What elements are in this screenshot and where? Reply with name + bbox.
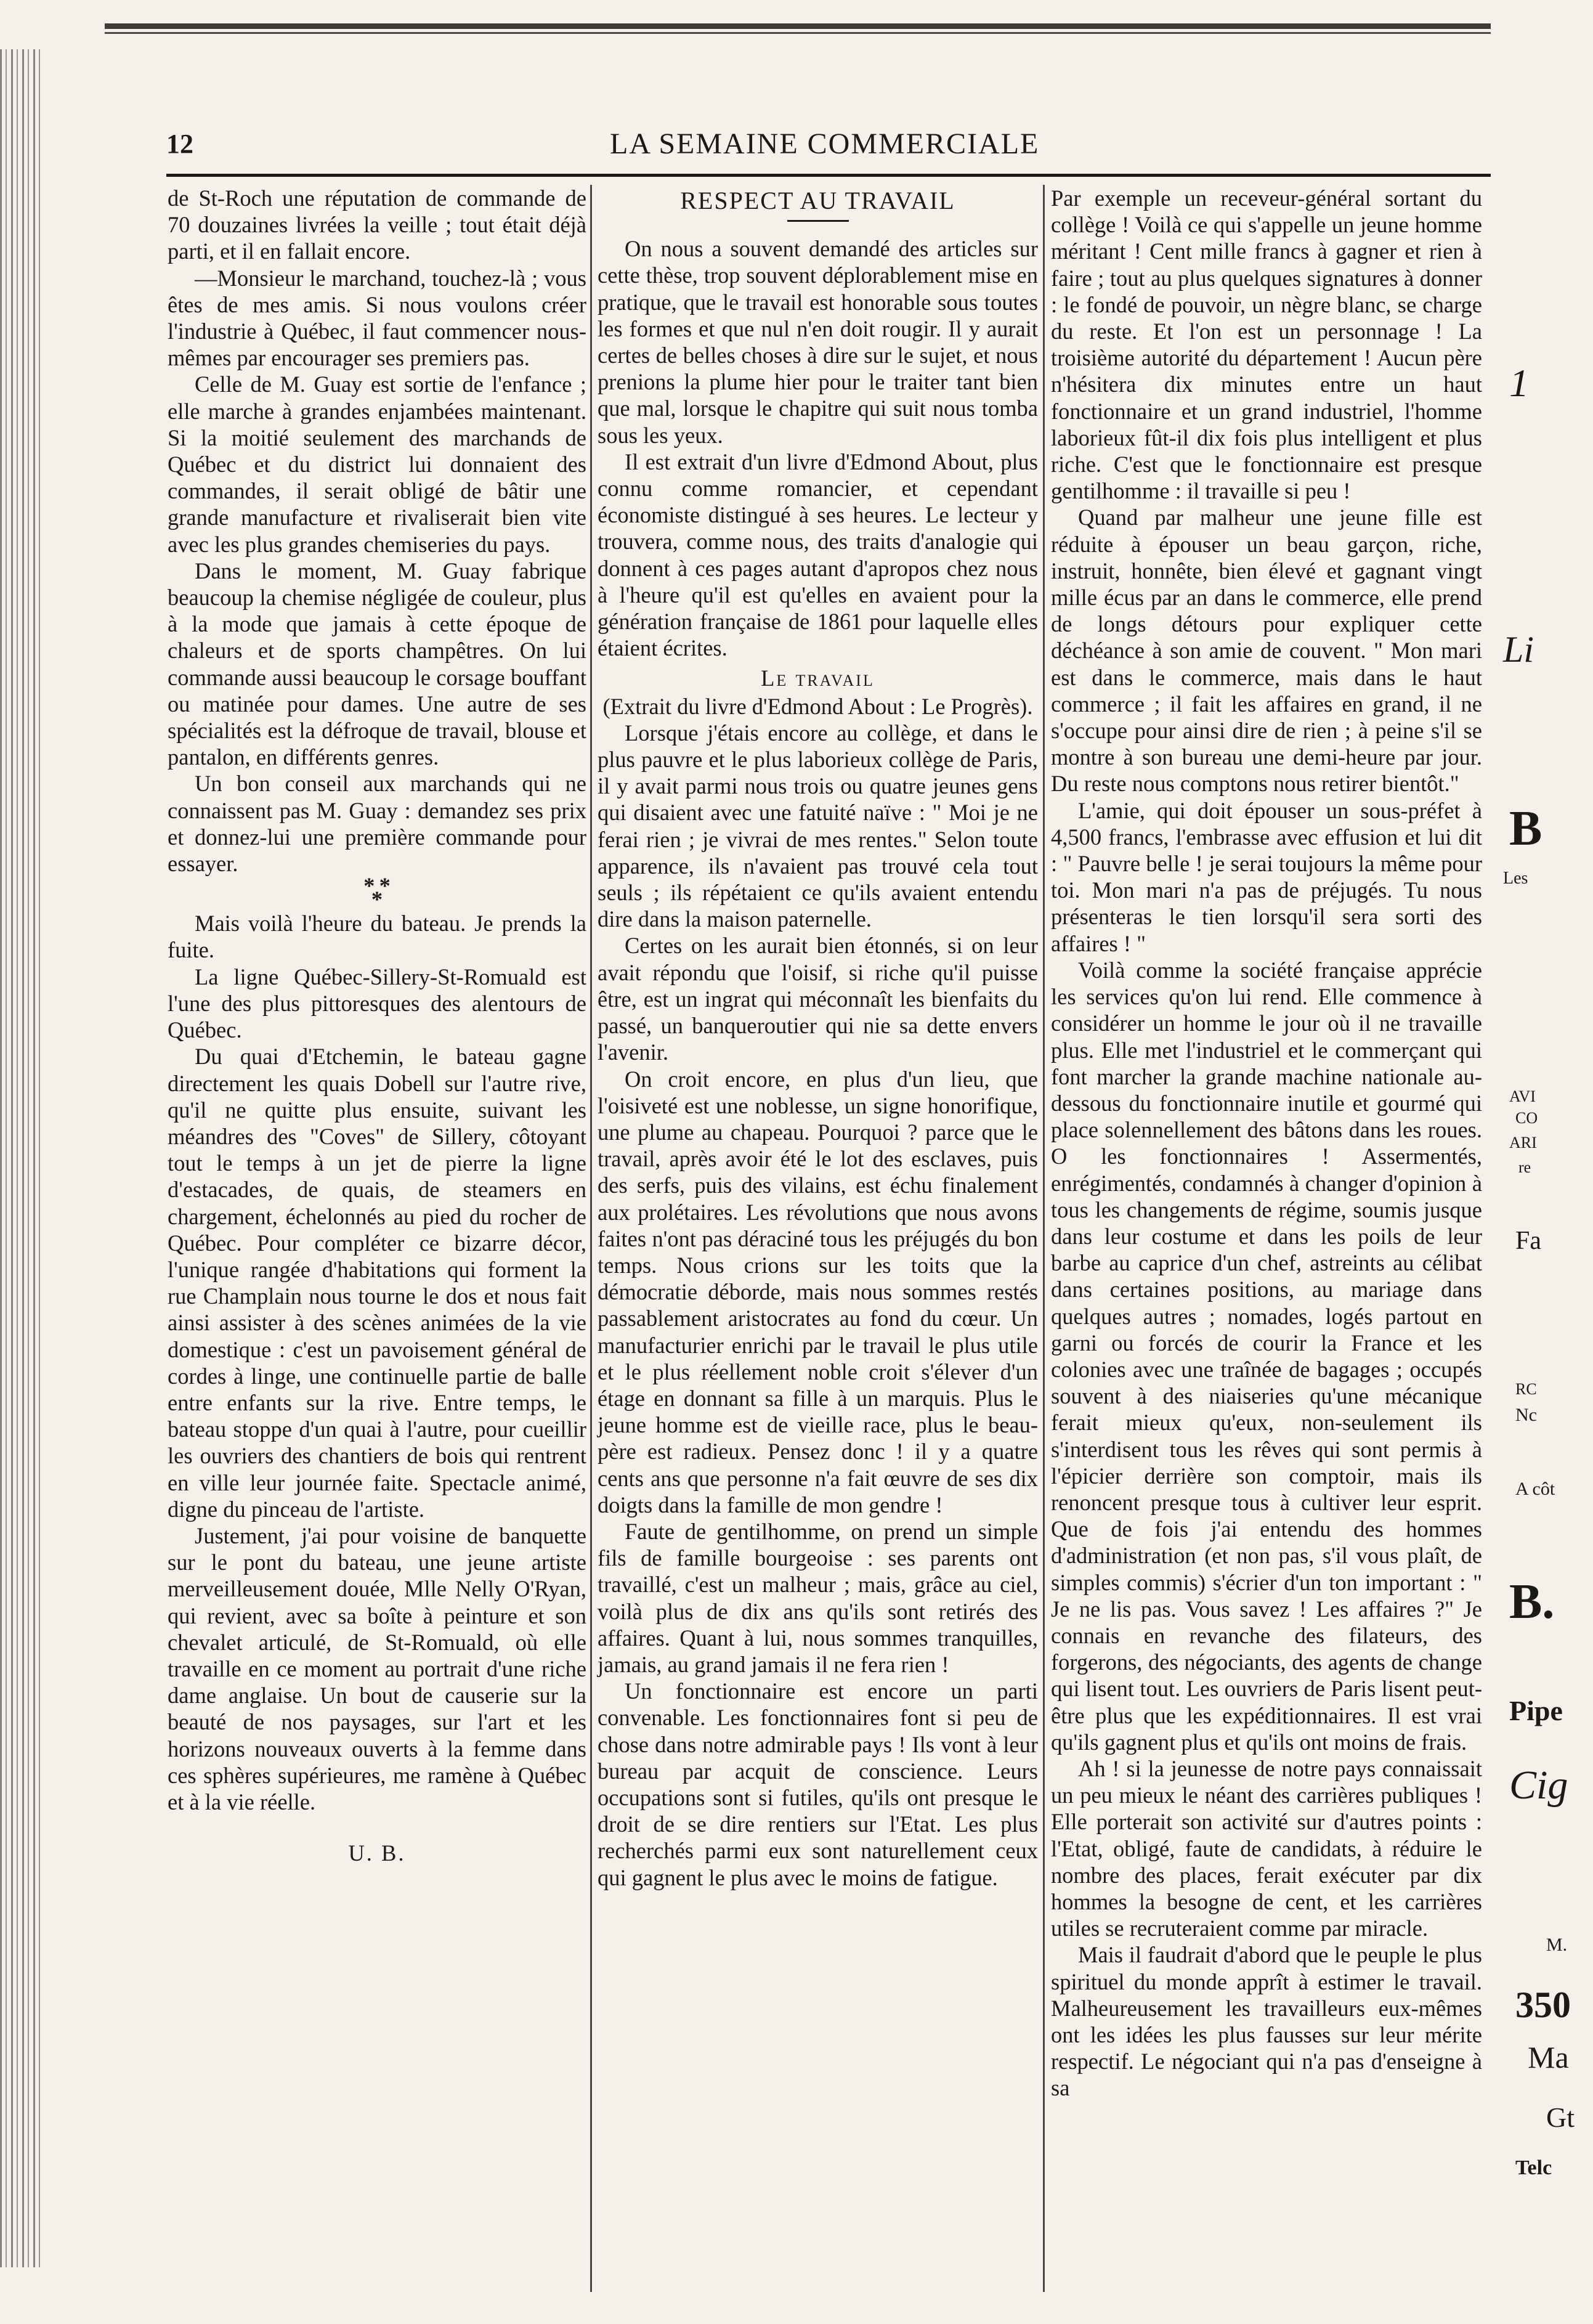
paragraph: —Monsieur le marchand, touchez-là ; vous êtes de mes amis. Si nous voulons créer l'industrie à Québec, il faut commencer nous-mêmes par encourager ses premiers pas. — [168, 265, 586, 371]
paragraph: Mais voilà l'heure du bateau. Je prends la fuite. — [168, 911, 586, 963]
paragraph: Par exemple un receveur-général sortant du collège ! Voilà ce qui s'appelle un jeune homme méritant ! Cent mille francs à gagner et rien à faire ; tout au plus quelques signatures à donner : le fondé de pouvoir, un nègre blanc, se charge du reste. Et l'on est un personnage ! La troisième autorité du département ! Aucun père n'hésitera dix minutes entre un haut fonctionnaire et un grand industriel, l'homme laborieux fût-il dix fois plus intelligent et plus riche. C'est que le fonctionnaire est presque gentilhomme : il travaille si peu ! — [1051, 185, 1482, 504]
article-signature: U. B. — [348, 1840, 406, 1866]
masthead: LA SEMAINE COMMERCIALE — [610, 128, 1040, 160]
source-citation: (Extrait du livre d'Edmond About : Le Progrès). — [602, 693, 1033, 719]
margin-fragment: Fa — [1515, 1227, 1541, 1255]
margin-fragment: AVI — [1509, 1087, 1536, 1105]
paragraph: Quand par malheur une jeune fille est réduite à épouser un beau garçon, riche, instruit, honnête, bien élevé et gagnant vingt mille écus par an dans le commerce, elle prend de longs détours pour expliquer cette déchéance à son amie de couvent. " Mon mari est dans le commerce, mais dans le haut commerce ; il fait les affaires en grand, il ne s'occupe pour ainsi dire de rien ; à peine s'il se montre à son bureau une demi-heure par jour. Du reste nous comptons nous retirer bientôt." — [1051, 505, 1482, 797]
margin-fragment: Ma — [1528, 2040, 1569, 2074]
paragraph: Un fonctionnaire est encore un parti convenable. Les fonctionnaires font si peu de chose dans notre admirable pays ! Ils vont à leur bureau par acquit de conscience. Leurs occupations sont si futiles, qu'ils ont presque le droit de se dire rentiers sur l'Etat. Les plus recherchés parmi eux sont naturellement ceux qui gagnent le plus avec le moins de fatigue. — [598, 1678, 1038, 1890]
scan-edge-decoration — [0, 49, 43, 2267]
top-rule — [105, 23, 1491, 39]
margin-fragment: Telc — [1515, 2156, 1552, 2179]
margin-fragment: Cig — [1509, 1763, 1568, 1808]
article-title: RESPECT AU TRAVAIL — [680, 187, 955, 214]
paragraph: Lorsque j'étais encore au collège, et dans le plus pauvre et le plus laborieux collège de Paris, il y avait parmi nous trois ou quatre jeunes gens qui disaient avec une fatuité naïve : " Moi je ne ferai rien ; je vivrai de mes rentes." Selon toute apparence, ils n'avaient pas trouvé cela tout seuls ; ils répétaient ce qu'ils avaient entendu dire dans la maison paternelle. — [598, 720, 1038, 932]
paragraph: L'amie, qui doit épouser un sous-préfet à 4,500 francs, l'embrasse avec effusion et lui dit : " Pauvre belle ! je serai toujours la même pour toi. Mon mari n'a pas de préjugés. Tu nous présenteras le tien lorsqu'il sera sorti des affaires ! " — [1051, 797, 1482, 956]
margin-fragment: Gt — [1546, 2102, 1575, 2133]
paragraph: Du quai d'Etchemin, le bateau gagne directement les quais Dobell sur l'autre rive, qu'il ne quitte plus ensuite, suivant les méandres des "Coves" de Sillery, côtoyant tout le temps à un jet de pierre la ligne d'estacades, de quais, de steamers en chargement, échelonnés au pied du rocher de Québec. Pour compléter ce bizarre décor, l'unique rangée d'habitations qui forment la rue Champlain nous tourne le dos et nous fait ainsi assister à des scènes animées de la vie domestique : c'est un pavoisement général de cordes à linge, une continuelle partie de balle entre enfants sur la rive. Entre temps, le bateau stoppe d'un quai à l'autre, pour cueillir les ouvriers des chantiers de bois qui rentrent en ville leur journée faite. Spectacle animé, digne du pinceau de l'artiste. — [168, 1044, 586, 1522]
margin-fragment: B. — [1509, 1575, 1555, 1629]
paragraph: Il est extrait d'un livre d'Edmond About, plus connu comme romancier, et cependant économiste distingué à ses heures. Le lecteur y trouvera, comme nous, des traits d'analogie qui donnent à ces pages autant d'apropos chez nous à l'heure qu'il est qu'elles en avaient pour la génération française de 1861 pour laquelle elles étaient écrites. — [598, 449, 1038, 661]
paragraph: Un bon conseil aux marchands qui ne connaissent pas M. Guay : demandez ses prix et donnez-lui une première commande pour essayer. — [168, 771, 586, 877]
paragraph: Faute de gentilhomme, on prend un simple fils de famille bourgeoise : ses parents ont travaillé, c'est un malheur ; mais, grâce au ciel, voilà plus de dix ans qu'ils sont retirés des affaires. Quant à lui, nous sommes tranquilles, jamais, au grand jamais il ne fera rien ! — [598, 1518, 1038, 1677]
column-middle — [598, 185, 1038, 1891]
column-left — [168, 185, 586, 1866]
paragraph: Justement, j'ai pour voisine de banquette sur le pont du bateau, une jeune artiste merveilleusement douée, Mlle Nelly O'Ryan, qui revient, avec sa boîte à peinture et son chevalet articulé, de St-Romuald, où elle travaille en ce moment au portrait d'une riche dame anglaise. Un bout de causerie sur la beauté de nos paysages, sur l'art et les horizons nouveaux ouverts à la femme dans ces sphères supérieures, me ramène à Québec et à la vie réelle. — [168, 1522, 586, 1814]
paragraph: On nous a souvent demandé des articles sur cette thèse, trop souvent déplorablement mise en pratique, que le travail est honorable sous toutes les formes et que nul n'en doit rougir. Il y aurait certes de belles choses à dire sur le sujet, et nous prenions la plume hier pour le traiter tant bien que mal, lorsque le chapitre qui suit nous tomba sous les yeux. — [598, 236, 1038, 448]
paragraph: On croit encore, en plus d'un lieu, que l'oisiveté est une noblesse, un signe honorifique, une plume au chapeau. Pourquoi ? parce que le travail, après avoir été le lot des esclaves, puis des serfs, puis des vilains, est échu finalement aux prolétaires. Les révolutions que nous avons faites n'ont pas déraciné tous les préjugés du bon temps. Nous crions sur les toits que la démocratie déborde, mais nous sommes restés passablement aristocrates au fond du cœur. Un manufacturier enrichi par le travail le plus utile et le plus réellement noble croit s'élever d'un étage en donnant sa fille à un marquis. Plus le jeune homme est de vieille race, plus le beau-père est radieux. Pensez donc ! il y a quatre cents ans que personne n'a fait œuvre de ses dix doigts dans la famille de mon gendre ! — [598, 1066, 1038, 1518]
paragraph: La ligne Québec-Sillery-St-Romuald est l'une des plus pittoresques des alentours de Québec. — [168, 964, 586, 1043]
margin-fragment: B — [1509, 802, 1542, 856]
paragraph: Dans le moment, M. Guay fabrique beaucoup la chemise négligée de couleur, plus à la mode que jamais à cette époque de chaleurs et de sports champêtres. On lui commande aussi beaucoup le corsage bouffant ou matinée pour dames. Une autre de ses spécialités est la défroque de travail, blouse et pantalon, en différents genres. — [168, 558, 586, 770]
header-rule — [166, 174, 1491, 177]
margin-fragment: Les — [1503, 869, 1528, 888]
margin-fragment: 350 — [1515, 1985, 1571, 2025]
column-right — [1051, 185, 1482, 2102]
margin-fragment: Nc — [1515, 1405, 1537, 1425]
page-number: 12 — [166, 129, 193, 159]
margin-fragment: ARI — [1509, 1134, 1537, 1152]
paragraph: de St-Roch une réputation de commande de 70 douzaines livrées la veille ; tout était déjà parti, et il en fallait encore. — [168, 185, 586, 264]
adjacent-page-fragments — [1485, 185, 1593, 2292]
column-rule — [590, 185, 592, 2292]
margin-fragment: Pipe — [1509, 1695, 1563, 1726]
column-rule — [1043, 185, 1045, 2292]
paragraph: Voilà comme la société française apprécie les services qu'on lui rend. Elle commence à considérer un homme le jour où il ne travaille plus. Elle met l'industriel et le commerçant qui font marcher la grande machine nationale au-dessous du fonctionnaire inutile et gourmé qui place solennellement des bâtons dans les roues. O les fonctionnaires ! Assermentés, enrégimentés, condamnés à changer d'opinion à tous les changements de régime, soumis jusque dans leur costume et dans les poils de leur barbe au caprice d'un chef, astreints au célibat dans certaines positions, au mariage dans quelques autres ; nomades, logés partout en garni ou forcés de courir la France et les colonies avec une traînée de bagages ; occupés souvent à des niaiseries qu'une mécanique ferait mieux qu'eux, non-seulement ils s'interdisent tous les rêves qui sont permis à l'épicier derrière son comptoir, mais ils renoncent presque tous à cultiver leur esprit. Que de fois j'ai entendu des hommes d'administration (et non pas, s'il vous plaît, de simples commis) s'écrier d'un ton important : " Je ne lis pas. Vous savez ! Les affaires ?" Je connais en revanche des filateurs, des forgerons, des négociants, des agents de change qui lisent tout. Les ouvriers de Paris lisent peut-être plus que les expéditionnaires. Il est vrai qu'ils gagnent plus et qu'ils ont moins de frais. — [1051, 957, 1482, 1755]
asterism — [168, 873, 586, 912]
asterism-text: * * * — [363, 873, 391, 912]
margin-fragment: CO — [1515, 1109, 1538, 1127]
margin-fragment: Li — [1503, 629, 1534, 670]
margin-fragment: M. — [1546, 1935, 1568, 1955]
title-divider — [787, 220, 849, 222]
margin-fragment: RC — [1515, 1380, 1537, 1398]
section-subhead: Le travail — [761, 665, 875, 691]
paragraph: Mais il faudrait d'abord que le peuple le plus spirituel du monde apprît à estimer le travail. Malheureusement les travailleurs eux-mêmes ont les idées les plus fausses sur leur mérite respectif. Le négociant qui n'a pas d'enseigne à sa — [1051, 1942, 1482, 2101]
paragraph: Ah ! si la jeunesse de notre pays connaissait un peu mieux le néant des carrières publiques ! Elle porterait son activité sur d'autres points : l'Etat, obligé, faute de candidats, à réduire le nombre des places, ferait exécuter par dix hommes la besogne de cent, et les carrières utiles se recruteraient comme par miracle. — [1051, 1755, 1482, 1941]
page-header — [166, 123, 1491, 166]
margin-fragment: re — [1518, 1158, 1531, 1176]
margin-fragment: 1 — [1509, 361, 1529, 405]
paragraph: Certes on les aurait bien étonnés, si on leur avait répondu que l'oisif, si riche qu'il puisse être, est un ingrat qui méconnaît les bienfaits du passé, un banqueroutier qui nie sa dette envers l'avenir. — [598, 933, 1038, 1065]
paragraph: Celle de M. Guay est sortie de l'enfance ; elle marche à grandes enjambées maintenant. Si la moitié seulement des marchands de Québec et du district lui donnaient des commandes, il serait obligé de bâtir une grande manufacture et rivaliserait bien vite avec les plus grandes chemiseries du pays. — [168, 372, 586, 557]
margin-fragment: A côt — [1515, 1479, 1555, 1499]
